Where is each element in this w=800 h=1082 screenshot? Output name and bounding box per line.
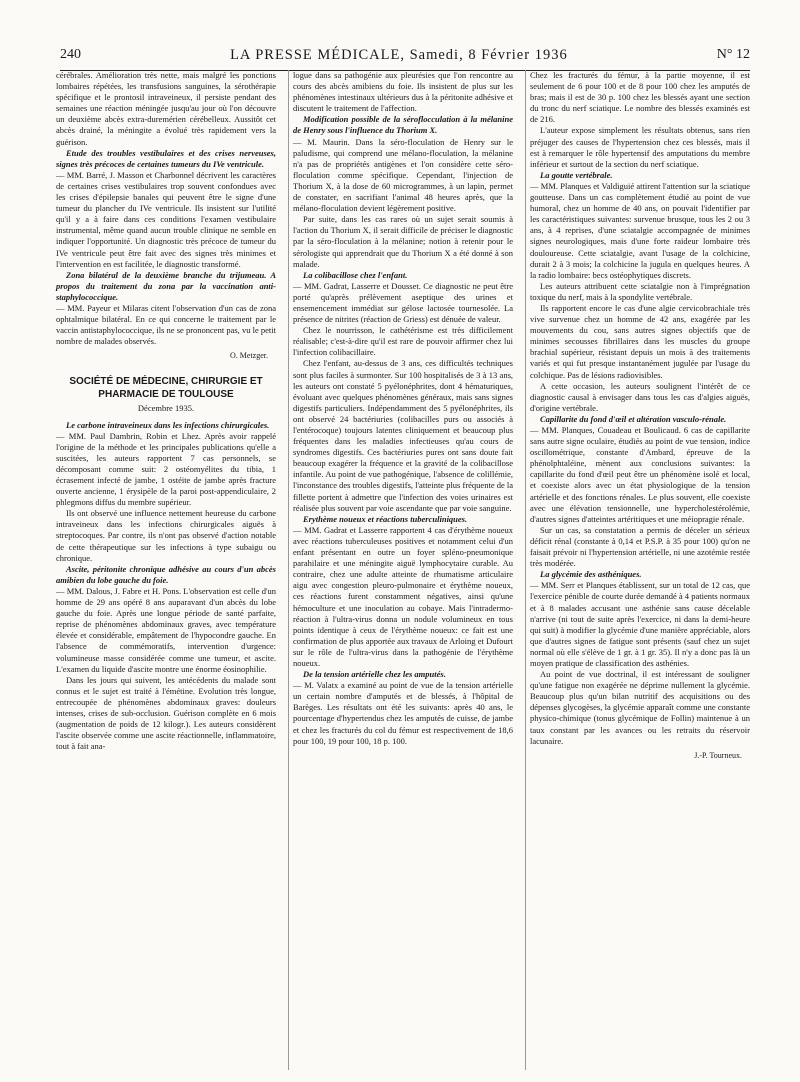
paragraph: L'auteur expose simplement les résultats obtenus, sans rien préjuger des causes de l'hypertension chez ces blessés, mais il est à remarquer le rôle hypertensif des amputations du membre inférieur et surtout de la section du nerf sciatique. xyxy=(530,125,750,169)
paragraph: Ils ont observé une influence nettement heureuse du carbone intraveineux dans les infections chirurgicales aiguës à streptocoques. Par contre, ils n'ont pas observé d'action notable de cette thérapeutique sur les infections à type subaigu ou chronique. xyxy=(56,508,276,563)
page-body xyxy=(52,70,754,1070)
paragraph: Par suite, dans les cas rares où un sujet serait soumis à l'action du Thorium X, il serait difficile de préciser le diagnostic par la séro-floculation à la mélanine; notion à retenir pour le sérologiste qui apprendrait que du Thorium X a été donné à son malade. xyxy=(293,214,513,269)
paragraph: logue dans sa pathogénie aux pleurésies que l'on rencontre au cours des abcès amibiens du foie. Ils insistent de plus sur les phénomènes intestinaux ultérieurs dus à la péritonite adhésive et discutent le traitement de l'affection. xyxy=(293,70,513,114)
article-title: Etude des troubles vestibulaires et des crises nerveuses, signes très précoces de certaines tumeurs du IVe ventricule. xyxy=(56,147,276,169)
article-title: Zona bilatéral de la deuxième branche du trijumeau. A propos du traitement du zona par la vaccination anti-staphylococcique. xyxy=(56,269,276,302)
article-body: — MM. Gadrat et Lasserre rapportent 4 cas d'érythème noueux avec réactions tuberculeuses positives et notamment celui d'un enfant présentant en outre un foyer spléno-pneumonique parahilaire et une méningite aiguë lymphocytaire curable. Au contraire, chez une adulte atteinte de rhumatisme articulaire aigu avec congestion pleuro-pulmonaire et érythème noueux, ces réactions furent constamment négatives, ainsi qu'une hémoculture et une inoculation au cobaye. Mais l'intradermo-réaction à l'ultra-virus donna un nodule volumineux en tous points identique à ceux de l'érythème noueux: ce fait est une confirmation de plus apportée aux travaux de Arloing et Dufourt sur le rôle de l'ultra-virus dans la pathogénie de l'érythème noueux. xyxy=(293,524,513,668)
paragraph: Au point de vue doctrinal, il est intéressant de souligner qu'une fatigue non exagérée ne déprime nullement la glycémie. Beaucoup plus qu'un bilan nutritif des acquisitions ou des dépenses glycogèses, la glycémie apparaît comme une constante physico-chimique (tonus glycémique de Follin) maintenue à un taux constant par les avances ou les retraits du réservoir lacunaire. xyxy=(530,669,750,746)
article-title: Le carbone intraveineux dans les infections chirurgicales. xyxy=(66,419,270,430)
journal-title: LA PRESSE MÉDICALE, Samedi, 8 Février 1936 xyxy=(230,46,568,63)
paragraph: A cette occasion, les auteurs soulignent l'intérêt de ce diagnostic causal à envisager dans tous les cas d'algies aiguës, d'origine vertébrale. xyxy=(530,380,750,413)
article-title: La colibacillose chez l'enfant. xyxy=(303,269,408,280)
article-body: — MM. Paul Dambrin, Robin et Lhez. Après avoir rappelé l'origine de la méthode et les principales publications qu'elle a suscitées, les auteurs rapportent 7 cas personnels, se décomposant comme suit: 2 ostéomyélites du tibia, 1 écrasement infecté de jambe, 1 ostéite de jambe après fracture ouverte ancienne, 1 érysipèle de la paroi post-appendiculaire, 2 phlegmons diffus du membre supérieur. xyxy=(56,430,276,508)
article-body: — MM. Serr et Planques établissent, sur un total de 12 cas, que l'exercice pénible de courte durée demandé à 4 patients normaux et à 8 malades accusant une asthénie sans cause décelable n'arrive (ni tout de suite après l'exercice, ni dans la demi-heure qui suit) à modifier la glycémie d'une manière appréciable, alors que d'autres signes de fatigue sont présents (sauf chez un sujet normal où elle s'élève de 1 gr. à 1 gr. 35). Il n'y a donc pas là un moyen pratique de classification des asthénies. xyxy=(530,580,750,668)
issue-number: N° 12 xyxy=(716,47,750,62)
signature: J.-P. Tourneux. xyxy=(694,750,742,760)
paragraph: Chez les fracturés du fémur, à la partie moyenne, il est seulement de 6 pour 100 et de 8 pour 100 chez les amputés de bras; mais il est de 30 p. 100 chez les blessés ayant une section du tronc du nerf sciatique. Le nombre des blessés examinés est de 216. xyxy=(530,70,750,125)
article-body: — MM. Barré, J. Masson et Charbonnel décrivent les caractères de certaines crises vestibulaires trop souvent confondues avec les crises d'épilepsie banales qui peuvent être le signe d'une tumeur du plancher du IVe ventricule. Ils insistent sur l'utilité qu'il y a à faire dans ces conditions l'examen vestibulaire instrumental, même quand aucun trouble clinique ne semble en indiquer l'opportunité. Un diagnostic très précoce de tumeur du IVe ventricule peut être fait avec des signes très minimes et l'intervention en est facilitée, le diagnostic transformé. xyxy=(56,169,276,269)
column-1 xyxy=(52,70,280,1070)
article-title: Capillarite du fond d'œil et altération vasculo-rénale. xyxy=(540,413,727,424)
page-header xyxy=(60,40,750,71)
article-body: — M. Maurin. Dans la séro-floculation de Henry sur le paludisme, qui comprend une mélano-floculation, la mélanine n'a pas de propriétés antigènes et l'on considère cette séro-floculation comme spécifique. Cependant, l'injection de Thorium X, à la dose de 60 microgrammes, à un lapin, permet de constater, en sacrifiant l'animal 48 heures après, que la mélano-floculation devient légèrement positive. xyxy=(293,136,513,214)
signature: O. Metzger. xyxy=(230,351,268,361)
article-body: — M. Valatx a examiné au point de vue de la tension artérielle un certain nombre d'amputés et de blessés, à l'hôpital de Barèges. Les résultats ont été les suivants: après 40 ans, le pourcentage d'hypertendus chez les amputés de cuisse, de jambe et chez les fracturés du col du fémur est respectivement de 18,6 pour 100, 19 pour 100, 18 p. 100. xyxy=(293,680,513,746)
article-body: — MM. Planques, Couadeau et Boulicaud. 6 cas de capillarite sans autre signe oculaire, étudiés au point de vue tension, indice oscillométrique, constante d'Ambard, épreuve de la phénolphtaléine, mènent aux conclusions suivantes: la capillarite du fond d'œil peut être un phénomène isolé et local, et coexiste alors avec un état physiologique de la tension artérielle et des fonctions rénales. Le plus souvent, elle coexiste avec une élévation tensionnelle, une hypercholestérolémie, d'autres signes d'atteintes artéritiques et une méiopragie rénale. xyxy=(530,425,750,524)
article-body: — MM. Payeur et Milaras citent l'observation d'un cas de zona ophtalmique bilatéral. En ce qui concerne le traitement par le vaccin antistaphylococcique, ils ne se prononcent pas, vu le petit nombre de malades observés. xyxy=(56,302,276,347)
paragraph: cérébrales. Amélioration très nette, mais malgré les ponctions lombaires répétées, les transfusions sanguines, la sérothérapie spécifique et le prontosil intraveineux, il persiste pendant des semaines une réaction méningée jusqu'au jour où l'on découvre un deuxième abcès extra-duremérien cérébelleux. Aussitôt cet abcès drainé, la méningite a évolué très rapidement vers la guérison. xyxy=(56,70,276,147)
article-title: La goutte vertébrale. xyxy=(540,169,613,180)
article-title: Modification possible de la séroflocculation à la mélanine de Henry sous l'influence du Thorium X. xyxy=(293,114,513,136)
column-3 xyxy=(525,70,754,1070)
paragraph: Ils rapportent encore le cas d'une algie cervicobrachiale très vive survenue chez un homme de 42 ans, exagérée par les mouvements du cou, sans autres signes objectifs que de minimes secousses fibrillaires dans les muscles du groupe brachial supérieur, résistant depuis un mois à des traitements variés et qui fut presque instantanément jugulée par l'usage du colchique. Pas de lésions radiovisibles. xyxy=(530,302,750,380)
section-heading: SOCIÉTÉ DE MÉDECINE, CHIRURGIE ET PHARMACIE DE TOULOUSE xyxy=(69,376,263,401)
paragraph: Dans les jours qui suivent, les antécédents du malade sont connus et le sujet est traité à l'émétine. Evolution très longue, entrecoupée de phénomènes abdominaux graves: douleurs intenses, crises de sub-occlusion. Guérison complète en 6 mois (augmentation de poids de 12 kilogr.). Les auteurs considèrent l'ascite observée comme une ascite réactionnelle, inflammatoire, tout à fait ana- xyxy=(56,674,276,752)
paragraph: Chez l'enfant, au-dessus de 3 ans, ces difficultés techniques sont plus faciles à surmonter. Sur 100 hospitalisés de 3 à 13 ans, les auteurs ont constaté 5 pyélonéphrites, dont 4 hématuriques, évoluant avec quelques phénomènes généraux, mais sans signes digestifs particuliers. Indépendamment des 5 pyélonéphrites, ils ont observé 24 bactériuries (colibacilles purs ou associés à l'entérocoque) toujours latentes cliniquement et beaucoup plus fréquentes dans les maladies infectieuses qu'au cours de syndromes digestifs. Ces bactériuries pures ont sans doute fait beaucoup exagérer la fréquence et la gravité de la colibacillose infantile. Au point de vue pathogénique, l'absence de colillémie, l'inconstance des troubles digestifs, l'atteinte plus fréquente de la fillette portent à admettre que l'infection des voies urinaires est réalisée plus souvent par voie ascendante que par voie sanguine. xyxy=(293,358,513,513)
article-title: La glycémie des asthéniques. xyxy=(540,569,642,580)
article-body: — MM. Planques et Valdiguié attirent l'attention sur la sciatique goutteuse. Dans un cas complètement étudié au point de vue humoral, chez un homme de 40 ans, on pouvait l'identifier par les caractéristiques suivantes: survenue brusque, tous les 2 ou 3 ans, à 4 reprises, d'une sciatalgie accompagnée de minimes signes neurologiques, mais d'une forte raideur lombaire très douloureuse. Cette sciatalgie, avant l'usage de la colchicine, durait 2 à 3 mois; la colchicine la jugula en quelques heures. A la radio lombaire: becs ostéophytiques discrets. xyxy=(530,180,750,280)
paragraph: Chez le nourrisson, le cathétérisme est très difficilement réalisable; c'est-à-dire qu'il est rare de pouvoir affirmer chez lui l'infection colibacillaire. xyxy=(293,325,513,358)
paragraph: Les auteurs attribuent cette sciatalgie non à l'imprégnation toxique du nerf, mais à la spondylite vertébrale. xyxy=(530,280,750,302)
article-body: — MM. Gadrat, Lasserre et Dousset. Ce diagnostic ne peut être porté qu'après prélèvement aseptique des urines et ensemencement immédiat sur gélose lactosée tournesolée. La présence de nitrites (réaction de Griess) est dénuée de valeur. xyxy=(293,280,513,325)
column-2 xyxy=(288,70,517,1070)
article-title: Ascite, péritonite chronique adhésive au cours d'un abcès amibien du lobe gauche du foie. xyxy=(56,563,276,585)
article-title: Erythème noueux et réactions tuberculiniques. xyxy=(303,513,468,524)
page-number: 240 xyxy=(60,47,81,62)
article-title: De la tension artérielle chez les amputés. xyxy=(303,669,446,680)
section-date: Décembre 1935. xyxy=(137,403,195,414)
article-body: — MM. Dalous, J. Fabre et H. Pons. L'observation est celle d'un homme de 29 ans opéré 8 ans auparavant d'un abcès du lobe gauche du foie. Après une longue période de santé parfaite, reprise de phénomènes abdominaux graves, avec température élevée et considérable, empâtement de l'hypocondre gauche. En l'absence de commémoratifs, intervention d'urgence: volumineuse masse considérée comme une tumeur, et ascite. L'examen du liquide d'ascite montre une énorme éosinophilie. xyxy=(56,585,276,674)
paragraph: Sur un cas, sa constatation a permis de déceler un sérieux déficit rénal (constante à 0,14 et P.S.P. à 35 pour 100) qu'on ne faisait prévoir ni l'hypertension artérielle, ni une azotémie restée très modérée. xyxy=(530,524,750,569)
